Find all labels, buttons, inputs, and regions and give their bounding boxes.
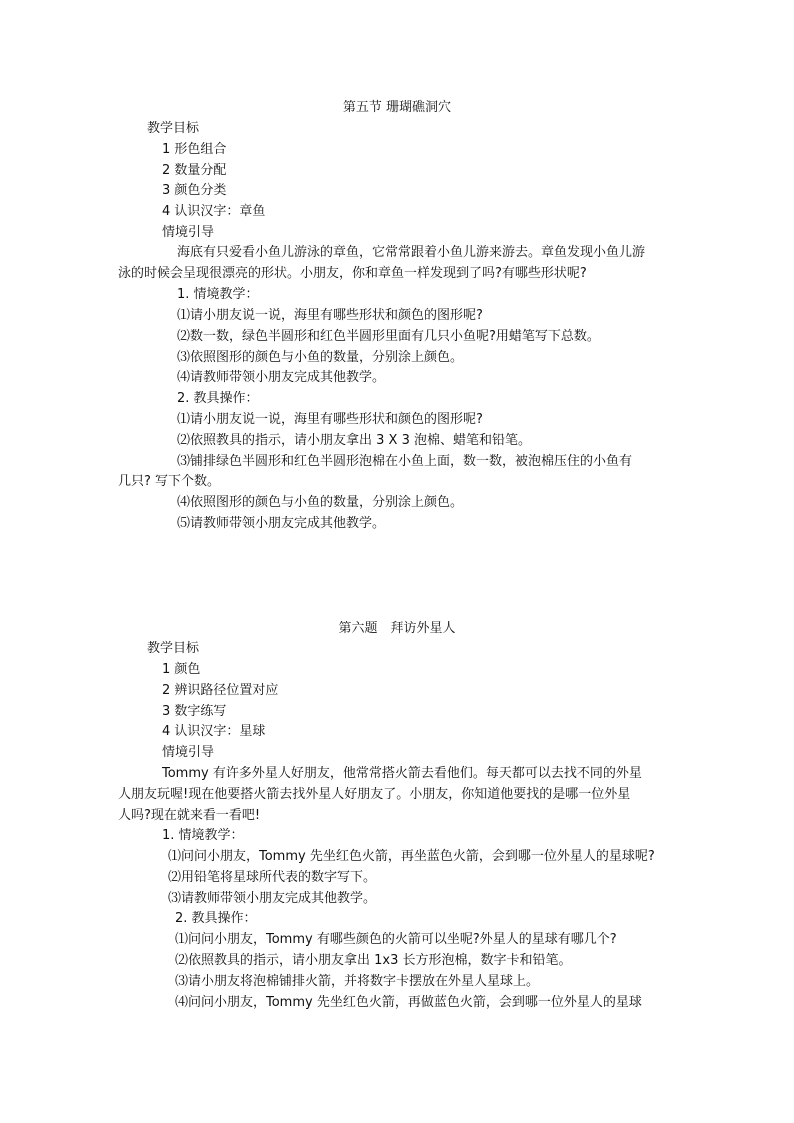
section6-intro-line-3: 人吗?现在就来看一看吧! <box>118 808 261 823</box>
section5-title: 第五节 珊瑚礁洞穴 <box>342 100 452 115</box>
section5-part1-item-4: ⑷请教师带领小朋友完成其他教学。 <box>177 370 386 385</box>
section6-title: 第六题 拜访外星人 <box>338 621 456 636</box>
section6-part1-item-1: ⑴问问小朋友，Tommy 先坐红色火箭，再坐蓝色火箭，会到哪一位外星人的星球呢? <box>168 849 655 864</box>
section6-part2-item-3: ⑶请小朋友将泡棉铺排火箭，并将数字卡摆放在外星人星球上。 <box>175 974 540 989</box>
section5-part2-item-3-cont: 几只? 写下个数。 <box>118 474 221 489</box>
section6-intro-line-2: 人朋友玩喔!现在他要搭火箭去找外星人好朋友了。小朋友，你知道他要找的是哪一位外星 <box>118 787 631 802</box>
section5-scene-heading: 情境引导 <box>162 225 215 240</box>
section5-part2-item-3: ⑶铺排绿色半圆形和红色半圆形泡棉在小鱼上面，数一数，被泡棉压住的小鱼有 <box>177 454 633 469</box>
section6-goals-heading: 教学目标 <box>147 641 200 656</box>
section6-goal-3: 3 数字练写 <box>162 704 227 719</box>
section5-intro-line-2: 泳的时候会呈现很漂亮的形状。小朋友，你和章鱼一样发现到了吗?有哪些形状呢? <box>118 266 587 281</box>
section6-part2-item-4: ⑷问问小朋友，Tommy 先坐红色火箭，再做蓝色火箭，会到哪一位外星人的星球 <box>175 995 642 1010</box>
section6-part2-heading: 2. 教具操作： <box>175 911 257 926</box>
section6-goal-1: 1 颜色 <box>162 662 201 677</box>
section6-part2-item-1: ⑴问问小朋友，Tommy 有哪些颜色的火箭可以坐呢?外星人的星球有哪几个? <box>175 932 617 947</box>
section6-part2-item-2: ⑵依照教具的指示，请小朋友拿出 1x3 长方形泡棉，数字卡和铅笔。 <box>175 953 572 968</box>
section5-part2-heading: 2. 教具操作： <box>177 391 259 406</box>
section6-part1-item-3: ⑶请教师带领小朋友完成其他教学。 <box>168 891 377 906</box>
section5-goal-2: 2 数量分配 <box>162 163 227 178</box>
section6-part1-heading: 1. 情境教学： <box>162 828 244 843</box>
section6-scene-heading: 情境引导 <box>162 745 215 760</box>
section5-goal-3: 3 颜色分类 <box>162 183 227 198</box>
section5-goal-1: 1 形色组合 <box>162 142 227 157</box>
section5-goal-4: 4 认识汉字：章鱼 <box>162 204 266 219</box>
section5-part1-item-2: ⑵数一数，绿色半圆形和红色半圆形里面有几只小鱼呢?用蜡笔写下总数。 <box>177 329 600 344</box>
section6-part1-item-2: ⑵用铅笔将星球所代表的数字写下。 <box>168 870 377 885</box>
section6-goal-2: 2 辨识路径位置对应 <box>162 683 279 698</box>
section6-goal-4: 4 认识汉字：星球 <box>162 724 266 739</box>
section5-part2-item-4: ⑷依照图形的颜色与小鱼的数量，分别涂上颜色。 <box>177 495 464 510</box>
section5-goals-heading: 教学目标 <box>147 121 200 136</box>
section5-intro-line-1: 海底有只爱看小鱼儿游泳的章鱼，它常常跟着小鱼儿游来游去。章鱼发现小鱼儿游 <box>177 245 646 260</box>
section5-part1-item-1: ⑴请小朋友说一说，海里有哪些形状和颜色的图形呢? <box>177 308 483 323</box>
section5-part1-heading: 1. 情境教学： <box>177 287 259 302</box>
section5-part2-item-2: ⑵依照教具的指示，请小朋友拿出 3 X 3 泡棉、蜡笔和铅笔。 <box>177 433 531 448</box>
section5-part2-item-1: ⑴请小朋友说一说，海里有哪些形状和颜色的图形呢? <box>177 412 483 427</box>
section5-part2-item-5: ⑸请教师带领小朋友完成其他教学。 <box>177 516 386 531</box>
section5-part1-item-3: ⑶依照图形的颜色与小鱼的数量，分别涂上颜色。 <box>177 350 464 365</box>
section6-intro-line-1: Tommy 有许多外星人好朋友，他常常搭火箭去看他们。每天都可以去找不同的外星 <box>162 766 642 781</box>
